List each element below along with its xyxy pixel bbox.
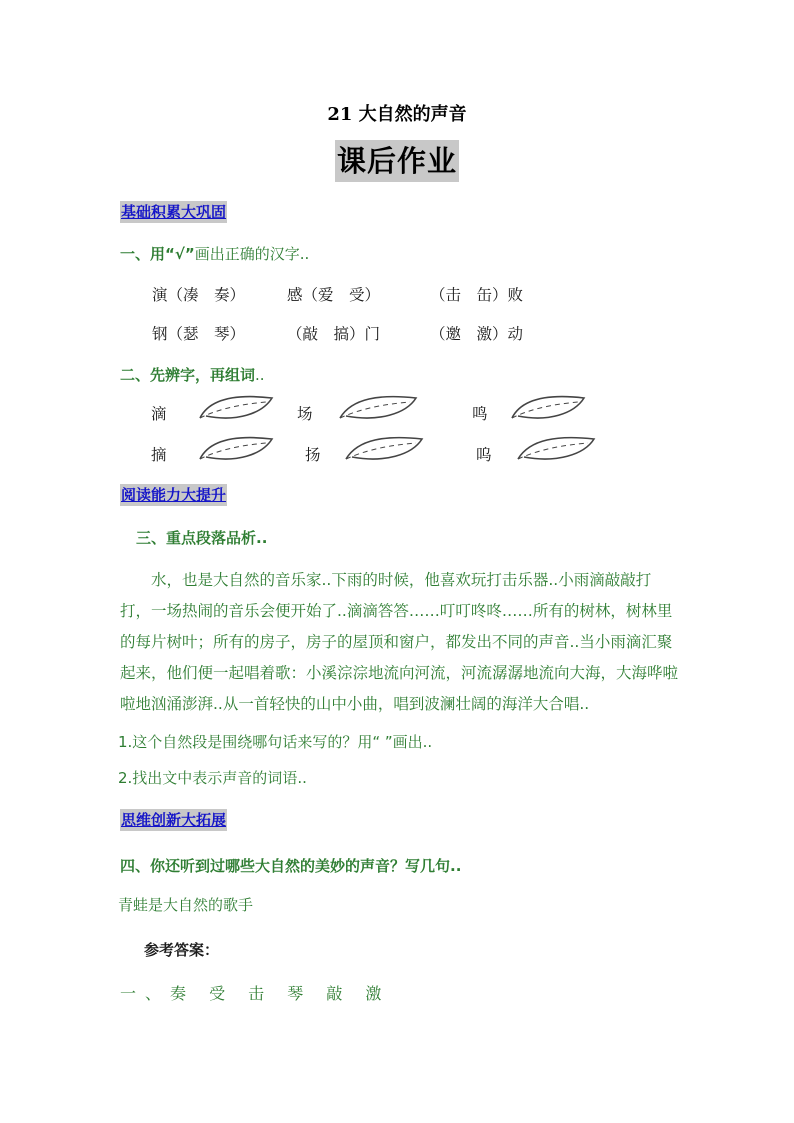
question-2-prefix: 二、先辨字，再组词 bbox=[120, 366, 256, 384]
q1-item: 演（凑 奏） bbox=[152, 286, 246, 304]
subtitle-wrap bbox=[0, 140, 794, 182]
section-tag-basic: 基础积累大巩固 bbox=[121, 203, 227, 221]
question-3-title: 三、重点段落品析.. bbox=[136, 529, 268, 547]
q2-char: 扬 bbox=[305, 446, 321, 464]
question-4-title: 四、你还听到过哪些大自然的美妙的声音？写几句.. bbox=[120, 857, 462, 875]
q1-item: 感（爱 受） bbox=[287, 286, 381, 304]
question-4-answer-line: 青蛙是大自然的歌手 bbox=[118, 896, 254, 914]
q2-char: 呜 bbox=[476, 446, 492, 464]
section-tag-reading: 阅读能力大提升 bbox=[121, 486, 227, 504]
reference-answer-label: 参考答案： bbox=[144, 941, 220, 959]
document-title: 21 大自然的声音 bbox=[327, 104, 467, 125]
leaf-blank-icon bbox=[336, 392, 420, 422]
question-1-title bbox=[120, 243, 309, 264]
leaf-blank-icon bbox=[342, 433, 426, 463]
q2-char: 摘 bbox=[151, 446, 167, 464]
q2-char: 滴 bbox=[151, 405, 167, 423]
question-3-sub-1: 1.这个自然段是围绕哪句话来写的？用“ ”画出.. bbox=[118, 733, 433, 751]
question-2-rest: .. bbox=[255, 366, 265, 384]
q1-item: 钢（瑟 琴） bbox=[152, 325, 246, 343]
reference-answer-line-1: 一、奏 受 击 琴 敲 激 bbox=[120, 984, 391, 1003]
q1-item: （邀 激）动 bbox=[430, 325, 524, 343]
question-1-prefix: 一、用“√” bbox=[120, 245, 195, 263]
question-2-title bbox=[120, 364, 265, 385]
q2-char: 鸣 bbox=[472, 405, 488, 423]
q1-item: （击 缶）败 bbox=[430, 286, 524, 304]
section-tag-creative: 思维创新大拓展 bbox=[121, 811, 227, 829]
document-subtitle: 课后作业 bbox=[335, 140, 459, 182]
leaf-blank-icon bbox=[514, 433, 598, 463]
leaf-blank-icon bbox=[196, 433, 276, 463]
leaf-blank-icon bbox=[196, 392, 276, 422]
q2-char: 场 bbox=[297, 405, 313, 423]
question-3-sub-2: 2.找出文中表示声音的词语.. bbox=[118, 769, 307, 787]
reading-paragraph: 水，也是大自然的音乐家..下雨的时候，他喜欢玩打击乐器..小雨滴敲敲打打，一场热闹的音乐会便开始了..滴滴答答……叮叮咚咚……所有的树林，树林里的每片树叶；所有的房子，房子的屋顶和窗户，都发出不同的声音..当小雨滴汇聚起来，他们便一起唱着歌：小溪淙淙地流向河流，河流潺潺地流向大海，大海哗啦啦地汹涌澎湃..从一首轻快的山中小曲，唱到波澜壮阔的海洋大合唱.. bbox=[120, 571, 679, 713]
q1-item: （敲 搞）门 bbox=[287, 325, 381, 343]
question-1-rest: 画出正确的汉字.. bbox=[194, 245, 310, 263]
leaf-blank-icon bbox=[508, 392, 588, 422]
